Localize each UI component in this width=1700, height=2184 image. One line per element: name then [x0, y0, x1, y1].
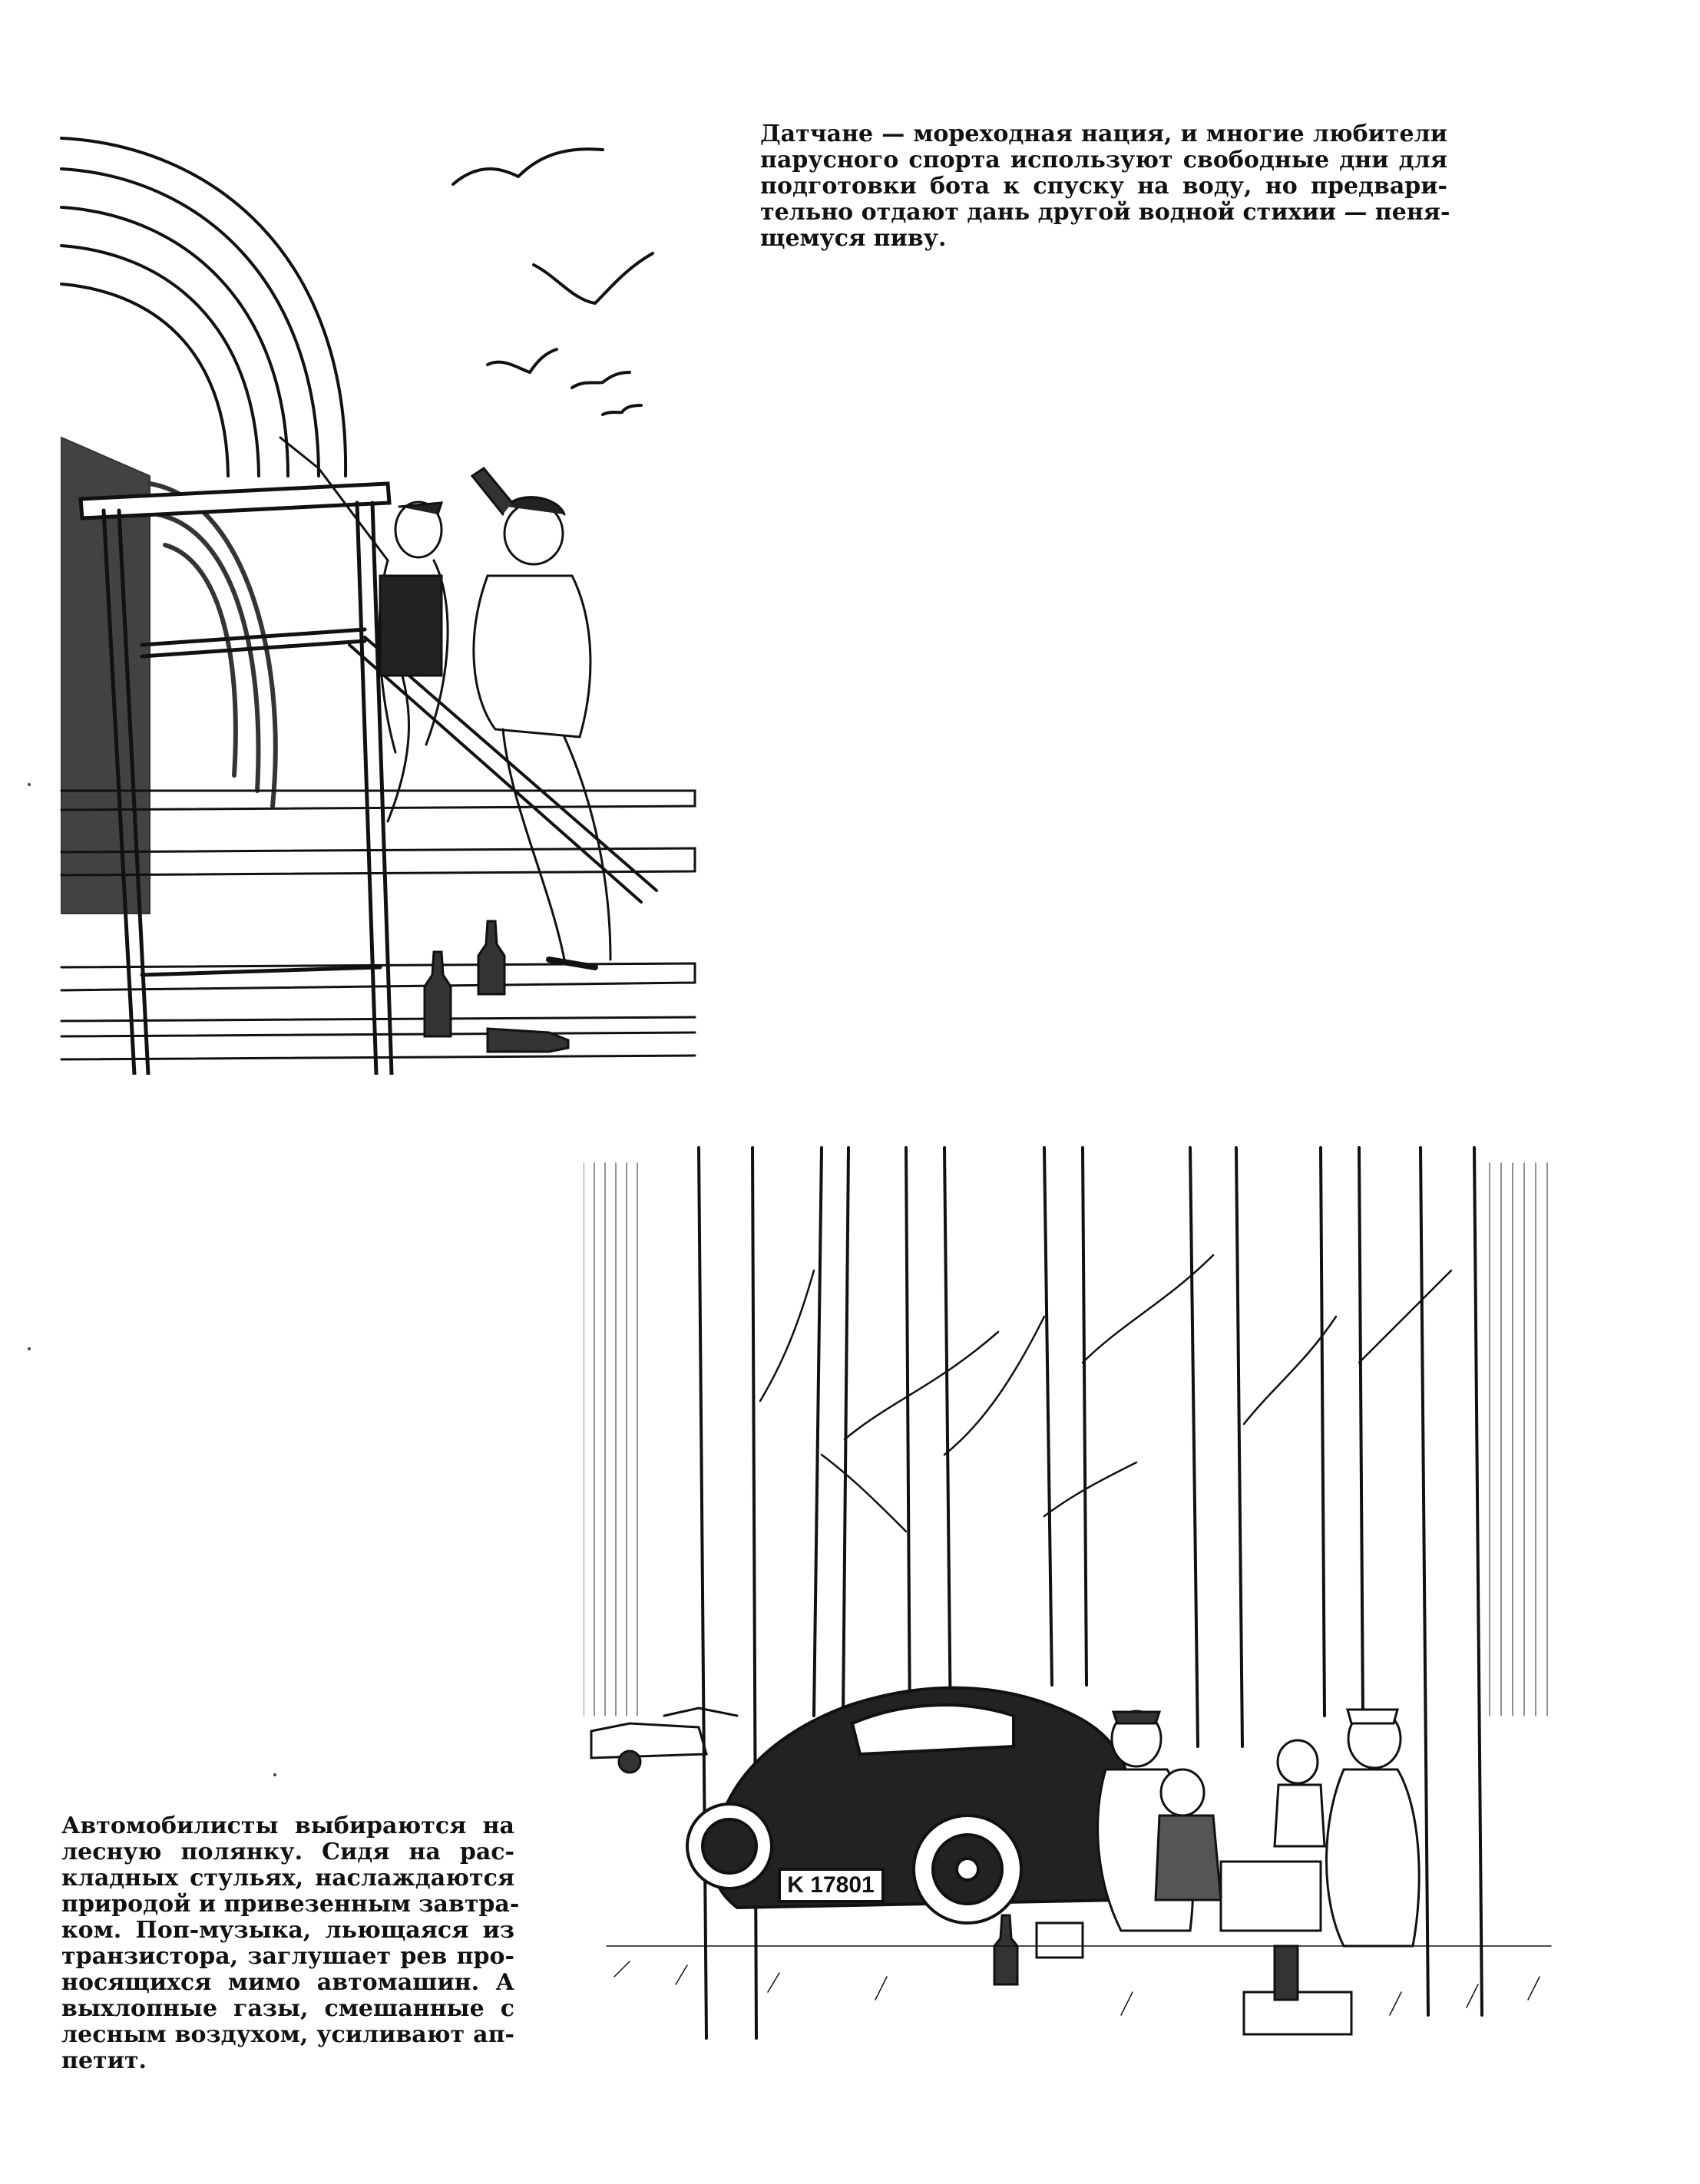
print-speck	[273, 1773, 276, 1776]
caption-line: Датчане — мореходная нация, и многие любители	[760, 121, 1447, 147]
picnic-family	[1098, 1710, 1420, 1946]
caption-line: ком. Поп-музыка, льющаяся из	[61, 1917, 514, 1944]
caption-line: выхлопные газы, смешанные с	[61, 1995, 514, 2022]
boat-hull-planks	[61, 138, 346, 476]
print-speck	[28, 1347, 31, 1350]
caption-line: природой и привезенным завтра-	[61, 1891, 520, 1918]
license-plate-text: K 17801	[787, 1872, 875, 1898]
caption-line: парусного спорта используют свободные дни для	[760, 147, 1447, 173]
caption-line: лесным воздухом, усиливают ап-	[61, 2021, 514, 2048]
caption-line: подготовки бота к спуску на воду, но предвари-	[760, 173, 1447, 200]
illustration-forest-picnic	[584, 1132, 1574, 2077]
caption-line: носящихся мимо автомашин. А	[61, 1969, 514, 1996]
caption-line: кладных стульях, наслаждаются	[61, 1865, 514, 1892]
cradle-beams	[61, 791, 695, 1059]
print-speck	[28, 783, 31, 786]
bare-branches	[760, 1255, 1451, 1531]
illustration-sailors-drinking-beer	[58, 115, 718, 1075]
caption-line: лесную полянку. Сидя на рас-	[61, 1839, 514, 1865]
beer-bottles	[425, 921, 568, 1052]
caption-sailing	[760, 121, 1450, 252]
caption-line: тельно отдают дань другой водной стихии — пеня-	[760, 199, 1450, 226]
forest-background-hatching	[584, 1163, 1547, 1716]
seagulls	[453, 149, 653, 415]
caption-line: транзистора, заглушает рев про-	[61, 1943, 514, 1970]
background-cars	[591, 1708, 737, 1773]
caption-line: щемуся пиву.	[760, 225, 947, 252]
picnic-items	[994, 1915, 1351, 2034]
caption-line: Автомобилисты выбираются на	[61, 1812, 514, 1839]
drinking-figure	[472, 468, 610, 967]
caption-line: петит.	[61, 2047, 147, 2074]
caption-picnic	[61, 1812, 520, 2074]
